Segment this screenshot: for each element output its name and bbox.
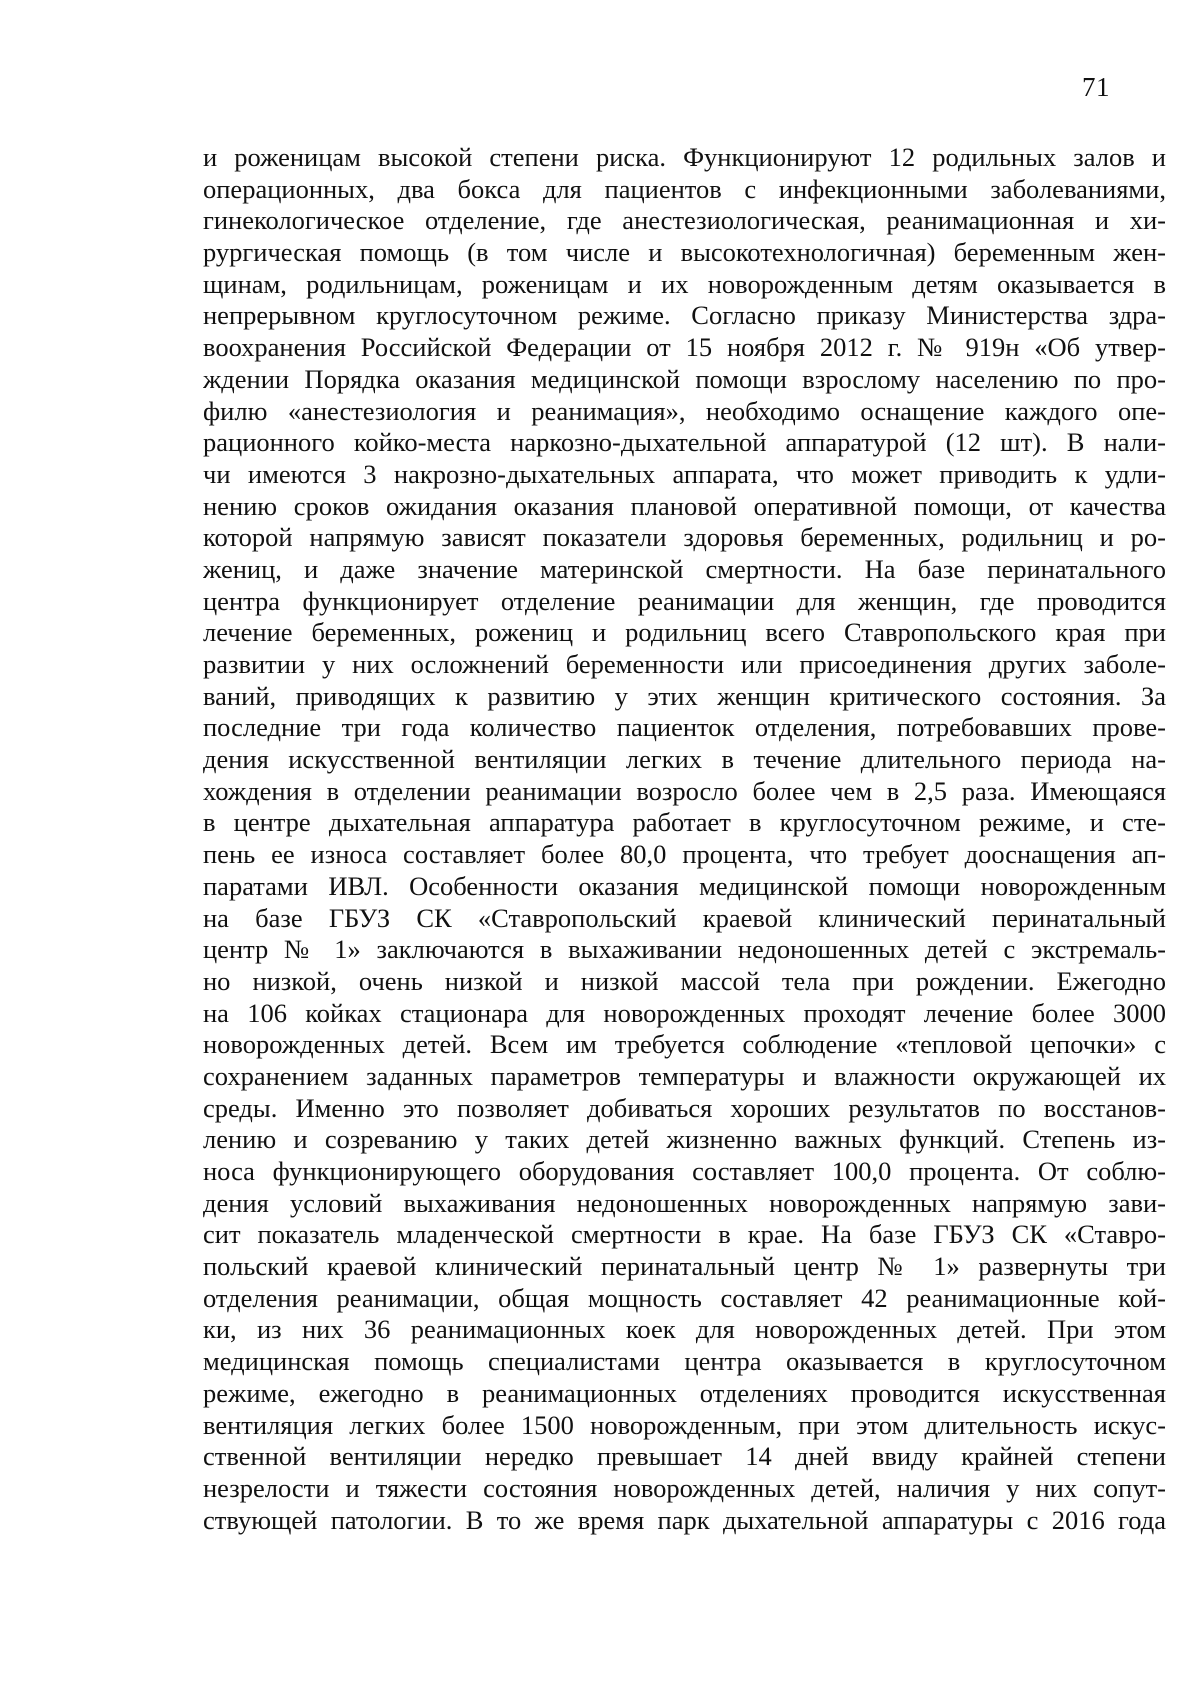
text-line: на базе ГБУЗ СК «Ставропольский краевой клинический перинатальный — [203, 902, 1166, 933]
text-line: непрерывном круглосуточном режиме. Согласно приказу Министерства здра- — [203, 300, 1166, 331]
text-line: лечение беременных, рожениц и родильниц всего Ставропольского края при — [203, 617, 1166, 648]
text-line: отделения реанимации, общая мощность составляет 42 реанимационные кой- — [203, 1282, 1166, 1313]
page-number: 71 — [1082, 72, 1110, 102]
text-line: операционных, два бокса для пациентов с инфекционными заболеваниями, — [203, 173, 1166, 204]
text-line: центр № 1» заключаются в выхаживании недоношенных детей с экстремаль- — [203, 934, 1166, 965]
text-line: рургическая помощь (в том числе и высокотехнологичная) беременным жен- — [203, 237, 1166, 268]
text-line: щинам, родильницам, роженицам и их новорожденным детям оказывается в — [203, 268, 1166, 299]
text-line: незрелости и тяжести состояния новорожденных детей, наличия у них сопут- — [203, 1472, 1166, 1503]
body-text — [203, 142, 1166, 1536]
text-line: среды. Именно это позволяет добиваться хороших результатов по восстанов- — [203, 1092, 1166, 1123]
text-line: последние три года количество пациенток отделения, потребовавших прове- — [203, 712, 1166, 743]
text-line: дения условий выхаживания недоношенных новорожденных напрямую зави- — [203, 1187, 1166, 1218]
text-line: лению и созреванию у таких детей жизненно важных функций. Степень из- — [203, 1124, 1166, 1155]
text-line: и роженицам высокой степени риска. Функционируют 12 родильных залов и — [203, 142, 1166, 172]
text-line: паратами ИВЛ. Особенности оказания медицинской помощи новорожденным — [203, 870, 1166, 901]
text-line: медицинская помощь специалистами центра оказывается в круглосуточном — [203, 1346, 1166, 1377]
text-line: центра функционирует отделение реанимации для женщин, где проводится — [203, 585, 1166, 616]
text-line: польский краевой клинический перинатальный центр № 1» развернуты три — [203, 1251, 1166, 1282]
text-line: нению сроков ожидания оказания плановой оперативной помощи, от качества — [203, 490, 1166, 521]
text-line: сохранением заданных параметров температуры и влажности окружающей их — [203, 1060, 1166, 1091]
text-line: хождения в отделении реанимации возросло более чем в 2,5 раза. Имеющаяся — [203, 775, 1166, 806]
text-line: сит показатель младенческой смертности в крае. На базе ГБУЗ СК «Ставро- — [203, 1219, 1166, 1250]
text-line: ственной вентиляции нередко превышает 14 дней ввиду крайней степени — [203, 1441, 1166, 1472]
text-line: развитии у них осложнений беременности или присоединения других заболе- — [203, 649, 1166, 679]
text-line: ствующей патологии. В то же время парк дыхательной аппаратуры с 2016 года — [203, 1504, 1166, 1535]
text-line: рационного койко-места наркозно-дыхательной аппаратурой (12 шт). В нали- — [203, 427, 1166, 458]
text-line: филю «анестезиология и реанимация», необходимо оснащение каждого опе- — [203, 395, 1166, 426]
text-line: которой напрямую зависят показатели здоровья беременных, родильниц и ро- — [203, 522, 1166, 553]
text-line: в центре дыхательная аппаратура работает в круглосуточном режиме, и сте- — [203, 807, 1166, 838]
text-line: ждении Порядка оказания медицинской помощи взрослому населению по про- — [203, 363, 1166, 394]
text-line: новорожденных детей. Всем им требуется соблюдение «тепловой цепочки» с — [203, 1029, 1166, 1060]
text-line: жениц, и даже значение материнской смертности. На базе перинатального — [203, 553, 1166, 584]
text-line: но низкой, очень низкой и низкой массой тела при рождении. Ежегодно — [203, 965, 1166, 996]
text-line: чи имеются 3 накрозно-дыхательных аппарата, что может приводить к удли- — [203, 458, 1166, 489]
text-line: гинекологическое отделение, где анестезиологическая, реанимационная и хи- — [203, 205, 1166, 236]
text-line: режиме, ежегодно в реанимационных отделениях проводится искусственная — [203, 1377, 1166, 1408]
text-line: ваний, приводящих к развитию у этих женщин критического состояния. За — [203, 680, 1166, 711]
text-line: пень ее износа составляет более 80,0 процента, что требует дооснащения ап- — [203, 839, 1166, 870]
text-line: ки, из них 36 реанимационных коек для новорожденных детей. При этом — [203, 1314, 1166, 1345]
text-line: воохранения Российской Федерации от 15 ноября 2012 г. № 919н «Об утвер- — [203, 332, 1166, 363]
text-line: вентиляция легких более 1500 новорожденным, при этом длительность искус- — [203, 1409, 1166, 1440]
text-line: носа функционирующего оборудования составляет 100,0 процента. От соблю- — [203, 1156, 1166, 1186]
text-line: дения искусственной вентиляции легких в течение длительного периода на- — [203, 744, 1166, 775]
text-line: на 106 койках стационара для новорожденных проходят лечение более 3000 — [203, 997, 1166, 1028]
